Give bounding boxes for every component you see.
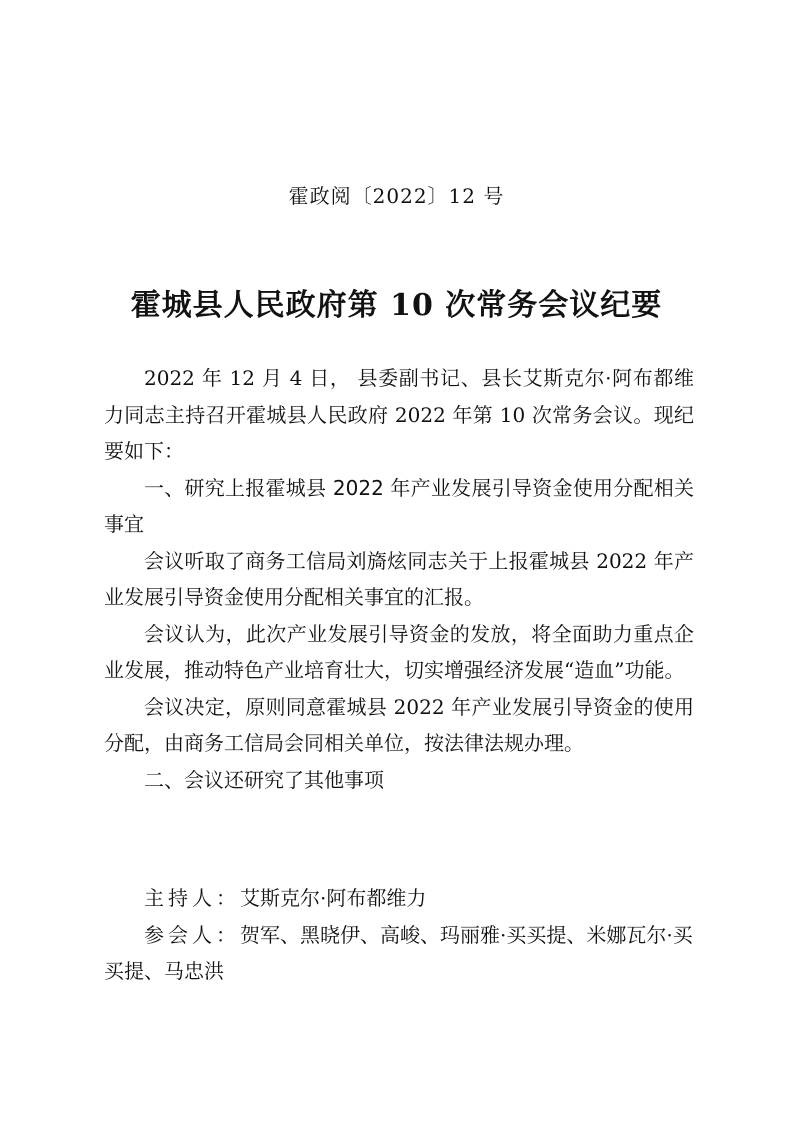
host-value: 艾斯克尔·阿布都维力 xyxy=(240,886,427,910)
section-1-paragraph-3: 会议决定，原则同意霍城县 2022 年产业发展引导资金的使用分配，由商务工信局会同相关单位，按法律法规办理。 xyxy=(104,694,694,755)
section-1-paragraph-1: 会议听取了商务工信局刘旖炫同志关于上报霍城县 2022 年产业发展引导资金使用分配相关事宜的汇报。 xyxy=(104,548,694,609)
section-1-paragraph-2: 会议认为，此次产业发展引导资金的发放，将全面助力重点企业发展，推动特色产业培育壮大，切实增强经济发展“造血”功能。 xyxy=(104,621,694,682)
signature-block xyxy=(104,880,694,990)
host-label: 主持人： xyxy=(144,886,240,910)
section-1-heading: 一、研究上报霍城县 2022 年产业发展引导资金使用分配相关事宜 xyxy=(104,475,694,536)
intro-paragraph: 2022 年 12 月 4 日， 县委副书记、县长艾斯克尔·阿布都维力同志主持召开霍城县人民政府 2022 年第 10 次常务会议。现纪要如下： xyxy=(104,366,694,463)
document-body xyxy=(104,360,694,798)
attendees-value: 贺军、黑晓伊、高峻、玛丽雅·买买提、米娜瓦尔·买买提、马忠洪 xyxy=(104,922,693,983)
document-title: 霍城县人民政府第 10 次常务会议纪要 xyxy=(130,288,663,323)
attendees-label: 参会人： xyxy=(144,922,240,947)
section-2-heading: 二、会议还研究了其他事项 xyxy=(144,767,384,792)
attendees-row xyxy=(104,917,694,990)
document-number: 霍政阅〔2022〕12 号 xyxy=(288,184,505,208)
host-row xyxy=(104,880,694,917)
